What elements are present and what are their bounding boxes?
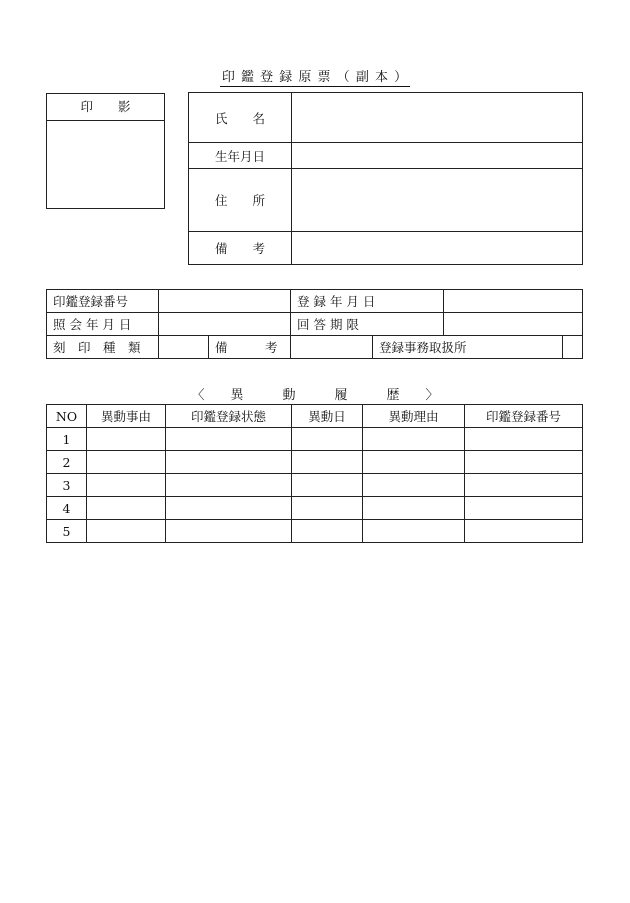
cell[interactable] [166, 474, 292, 497]
engraving-type-field[interactable] [159, 336, 209, 359]
inquiry-date-field[interactable] [159, 313, 291, 336]
row-remarks [189, 232, 583, 265]
table-row [47, 497, 583, 520]
row-birthdate [189, 143, 583, 169]
engraving-remarks-field[interactable] [291, 336, 373, 359]
address-label: 住 所 [189, 169, 292, 232]
office-field[interactable] [563, 336, 583, 359]
page-title [0, 66, 630, 85]
row-number: 5 [47, 520, 87, 543]
cell[interactable] [87, 474, 166, 497]
engraving-type-label: 刻 印 種 類 [47, 336, 159, 359]
cell[interactable] [363, 428, 465, 451]
reg-date-field[interactable] [444, 290, 583, 313]
cell[interactable] [292, 520, 363, 543]
seal-impression-box [46, 93, 165, 209]
cell[interactable] [363, 474, 465, 497]
header-registration-number: 印鑑登録番号 [465, 405, 583, 428]
reply-deadline-label: 回 答 期 限 [291, 313, 444, 336]
cell[interactable] [465, 451, 583, 474]
address-field[interactable] [292, 169, 583, 232]
row-number: 4 [47, 497, 87, 520]
header-no: NO [47, 405, 87, 428]
birthdate-label: 生年月日 [189, 143, 292, 169]
seal-box-label: 印 影 [47, 94, 164, 121]
header-change-cause: 異動理由 [363, 405, 465, 428]
office-label: 登録事務取扱所 [373, 336, 563, 359]
row-inquiry [47, 313, 583, 336]
row-name [189, 93, 583, 143]
history-header-row [47, 405, 583, 428]
cell[interactable] [166, 451, 292, 474]
header-change-reason: 異動事由 [87, 405, 166, 428]
table-row [47, 520, 583, 543]
cell[interactable] [363, 520, 465, 543]
cell[interactable] [166, 520, 292, 543]
cell[interactable] [292, 428, 363, 451]
name-field[interactable] [292, 93, 583, 143]
inquiry-date-label: 照 会 年 月 日 [47, 313, 159, 336]
table-row [47, 428, 583, 451]
table-row [47, 451, 583, 474]
table-row [47, 474, 583, 497]
row-address [189, 169, 583, 232]
cell[interactable] [363, 497, 465, 520]
header-change-date: 異動日 [292, 405, 363, 428]
cell[interactable] [87, 451, 166, 474]
cell[interactable] [166, 497, 292, 520]
reg-date-label: 登 録 年 月 日 [291, 290, 444, 313]
row-engraving [47, 336, 583, 359]
cell[interactable] [465, 497, 583, 520]
row-number: 2 [47, 451, 87, 474]
cell[interactable] [363, 451, 465, 474]
history-table [46, 404, 583, 543]
cell[interactable] [166, 428, 292, 451]
title-text: 印 鑑 登 録 原 票 （ 副 本 ） [221, 70, 409, 85]
engraving-remarks-label: 備 考 [209, 336, 291, 359]
cell[interactable] [87, 428, 166, 451]
remarks-label: 備 考 [189, 232, 292, 265]
cell[interactable] [465, 520, 583, 543]
remarks-field[interactable] [292, 232, 583, 265]
name-label: 氏 名 [189, 93, 292, 143]
cell[interactable] [87, 520, 166, 543]
header-registration-status: 印鑑登録状態 [166, 405, 292, 428]
cell[interactable] [292, 474, 363, 497]
cell[interactable] [465, 428, 583, 451]
reg-number-field[interactable] [159, 290, 291, 313]
cell[interactable] [465, 474, 583, 497]
reg-number-label: 印鑑登録番号 [47, 290, 159, 313]
row-number: 3 [47, 474, 87, 497]
registration-table [46, 289, 583, 359]
row-reg-number [47, 290, 583, 313]
cell[interactable] [292, 497, 363, 520]
reply-deadline-field[interactable] [444, 313, 583, 336]
cell[interactable] [87, 497, 166, 520]
row-number: 1 [47, 428, 87, 451]
cell[interactable] [292, 451, 363, 474]
history-title: 〈 異 動 履 歴 〉 [191, 388, 439, 403]
personal-info-table [188, 92, 583, 265]
birthdate-field[interactable] [292, 143, 583, 169]
